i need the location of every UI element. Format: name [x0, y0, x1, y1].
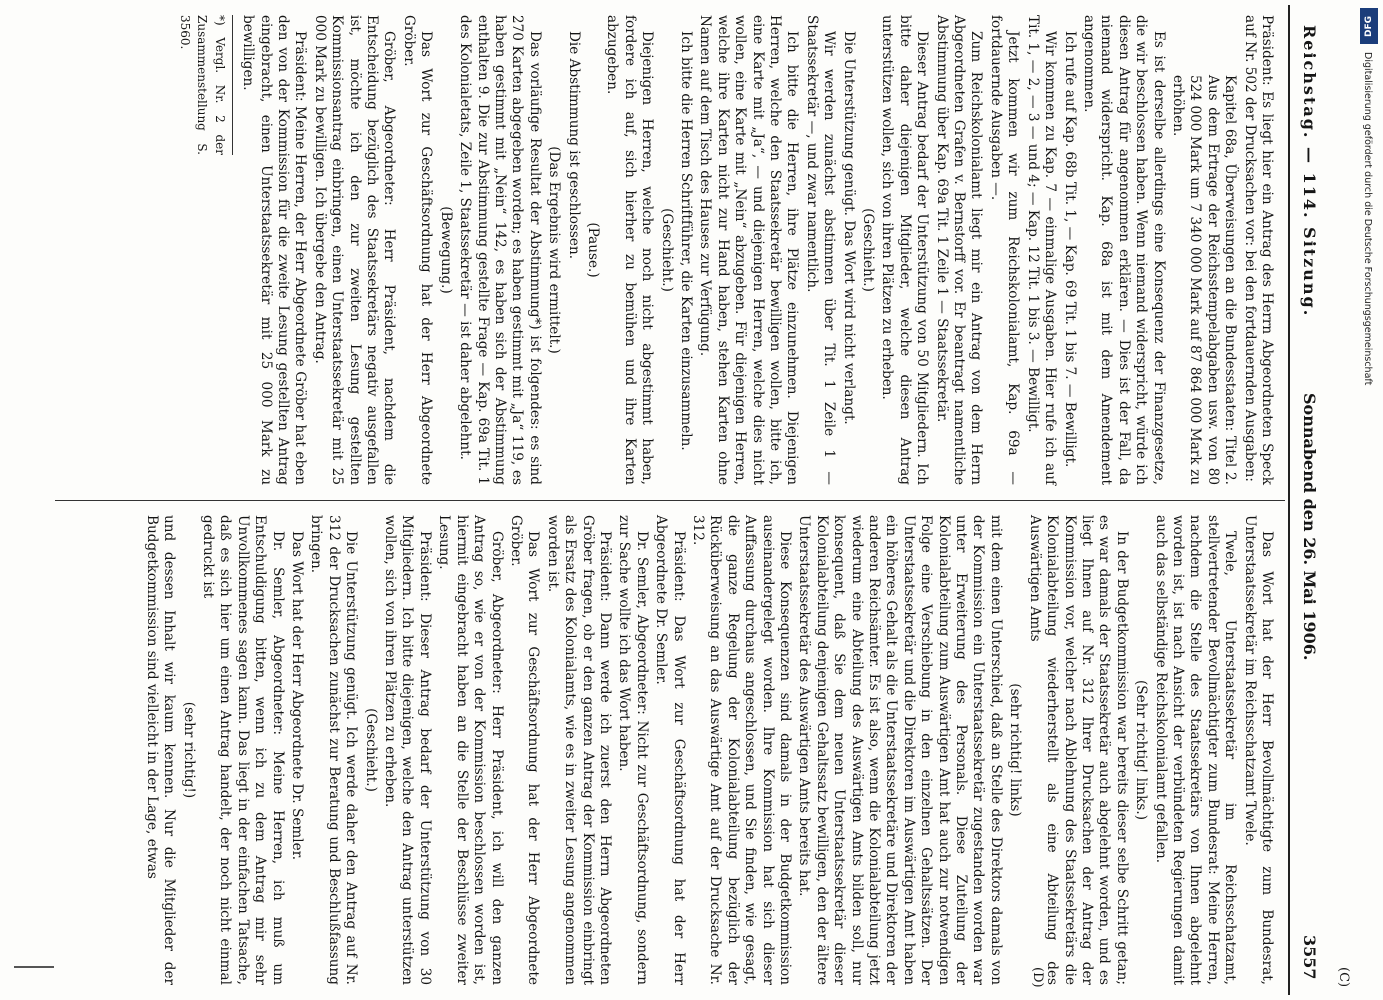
stage-direction: (Bewegung.) [437, 206, 454, 294]
paragraph: Diejenigen Herren, welche noch nicht abgestimmt haben, fordere ich auf, sich hierher zu bemühen und ihre Karten abzugeben. [604, 15, 656, 485]
margin-marker-d: (D) [1030, 967, 1045, 988]
paragraph: mit dem einen Unterschied, daß an Stelle des Direktors damals von der Kommission ein Unterstaatssekretär zugestanden worden war unter Erweiterung des Personals. Diese Zuteilung der Kolonialabteilung zum Auswärtigen Amt hat auch zur notwendigen Folge eine Verschiebung in den einzelnen Gehaltssätzen. Der Unterstaatssekretär und die Direktoren im Auswärtigen Amt haben ein höheres Gehalt als die Unterstaatssekretäre und Direktoren der anderen Reichsämter. Es ist also, wenn die Kolonialabteilung jetzt wiederum eine Abteilung des Auswärtigen Amts bilden soll, nur konsequent, daß Sie dem neuen Unterstaatssekretär dieser Kolonialabteilung denjenigen Gehaltssatz bewilligen, den der ältere Unterstaatssekretär des Auswärtigen Amts bereits hat. [796, 515, 1004, 985]
paragraph: Zum Reichskolonialamt liegt mir ein Antrag von dem Herrn Abgeordneten Grafen v. Bernstorff vor. Er beantragt namentliche Abstimmung über Kap. 69a Tit. 1 Zeile 1 — Staatssekretär. [933, 15, 985, 485]
paragraph: Das vorläufige Resultat der Abstimmung*) ist folgendes: es sind 270 Karten abgegeben worden; es haben gestimmt mit „Ja“ 119, es haben gestimmt mit „Nein“ 142, es haben sich der Abstimmung enthalten 9. Die zur Abstimmung gestellte Frage — Kap. 69a Tit. 1 des Kolonialetats, Zeile 1, Staatssekretär — ist daher abgelehnt. [457, 15, 543, 485]
column-separator [55, 500, 1285, 501]
paragraph: Die Unterstützung genügt. Das Wort wird nicht verlangt. [840, 31, 857, 425]
right-column [140, 515, 1275, 985]
footnote: *) Vergl. Nr. 2 der Zusammenstellung S. 3560. [176, 15, 233, 155]
paragraph: Präsident: Dieser Antrag bedarf der Unterstützung von 30 Mitgliedern. Ich bitte diejenigen, welche den Antrag unterstützen wollen, sich von ihren Plätzen zu erheben. [382, 515, 433, 985]
paragraph: Dr. Semler, Abgeordneter: Nicht zur Geschäftsordnung, sondern zur Sache wollte ich das Wort haben. [616, 515, 650, 985]
paragraph: Jetzt kommen wir zum Reichskolonialamt, Kap. 69a — fortdauernde Ausgaben —. [987, 15, 1022, 485]
paragraph: Die Unterstützung genügt. Ich werde daher den Antrag auf Nr. 312 der Drucksachen zunächst zur Beratung und Beschlußfassung bringen. [308, 515, 360, 985]
header-left: Reichstag. — 114. Sitzung. [1300, 25, 1319, 318]
stage-direction: (Pause.) [584, 222, 601, 278]
paragraph: Wir werden zunächst abstimmen über Tit. 1 Zeile 1 — Staatssekretär —, und zwar namentlich. [803, 15, 838, 485]
stage-direction: (Geschieht.) [860, 208, 877, 292]
header-rule [1288, 5, 1290, 995]
dfg-logo: DFG [1360, 8, 1378, 44]
stage-direction: (Sehr richtig! links.) [1133, 679, 1150, 821]
paragraph: Kapitel 68a, Überweisungen an die Bundesstaaten: Titel 2. Aus dem Ertrage der Reichsstempelabgaben usw. von 80 524 000 Mark um 7 340 000 Mark auf 87 864 000 Mark zu erhöhen. [1169, 75, 1239, 485]
paragraph: Ich bitte die Herren Schriftführer, die Karten einzusammeln. [678, 31, 694, 451]
stage-direction: (Geschieht.) [658, 208, 675, 292]
paragraph: Das Wort hat der Herr Bevollmächtigte zum Bundesrat, Unterstaatssekretär im Reichsschatzamt Twele. [1241, 515, 1275, 985]
header-center: Sonnabend den 26. Mai 1906. [1300, 393, 1319, 661]
paragraph: Das Wort zur Geschäftsordnung hat der Herr Abgeordnete Gröber. [400, 15, 435, 485]
paragraph: Präsident: Das Wort zur Geschäftsordnung hat der Herr Abgeordnete Dr. Semler. [653, 515, 687, 985]
stage-direction: (sehr richtig! links) [1007, 683, 1024, 817]
rotated-page-content [45, 5, 1351, 995]
dfg-funding-note: Digitalisierung gefördert durch die Deutsche Forschungsgemeinschaft [1362, 52, 1373, 386]
paragraph: Es ist derselbe allerdings eine Konsequenz der Finanzgesetze, die wir beschlossen haben. Wenn niemand widerspricht, würde ich diesen Antrag für angenommen erklären. — Dies ist der Fall, da niemand widerspricht. Kap. 68a ist mit dem Amendement angenommen. [1080, 15, 1167, 485]
paragraph: Ich bitte die Herren, ihre Plätze einzunehmen. Diejenigen Herren, welche den Staatssekretär bewilligen wollen, bitte ich, eine Karte mit „Ja“, — und diejenigen Herren, welche dies nicht wollen, eine Karte mit „Nein“ abzugeben. Für diejenigen Herren, welche ihre Karten nicht zur Hand haben, stehen Karten ohne Namen auf dem Tisch des Hauses zur Verfügung. [697, 15, 801, 485]
paragraph: Dieser Antrag bedarf der Unterstützung von 50 Mitgliedern. Ich bitte daher diejenigen Mitglieder, welche diesen Antrag unterstützen wollen, sich von ihren Plätzen zu erheben. [879, 15, 931, 485]
paragraph: Gröber, Abgeordneter: Herr Präsident, nachdem die Entscheidung bezüglich des Staatssekretärs negativ ausgefallen ist, möchte ich den zur zweiten Lesung gestellten Kommissionsantrag einbringen, einen Unterstaatssekretär mit 25 000 Mark zu bewilligen. Ich übergebe den Antrag. [311, 15, 398, 485]
paragraph: In der Budgetkommission war bereits dieser selbe Schritt getan; es war damals der Staatssekretär auch abgelehnt worden, und es liegt Ihnen auf Nr. 312 Ihrer Drucksachen der Antrag der Kommission vor, welcher nach Ablehnung des Staatssekretärs die Kolonialabteilung wiederherstellt als eine Abteilung des Auswärtigen Amts [1026, 515, 1130, 985]
paragraph: Diese Konsequenzen sind damals in der Budgetkommission auseinandergelegt worden. Ihre Kommission hat sich dieser Auffassung durchaus angeschlossen, und Sie finden, wie gesagt, die ganze Regelung der Kolonialabteilung bezüglich der Rücküberweisung an das Auswärtige Amt auf der Drucksache Nr. 312. [690, 515, 794, 985]
paragraph: Präsident: Dann werde ich zuerst den Herrn Abgeordneten Gröber fragen, ob er den ganzen Antrag der Kommission einbringt als Ersatz des Kolonialamts, wie es in zweiter Lesung angenommen worden ist. [544, 515, 613, 985]
stage-direction: (Geschieht.) [362, 708, 379, 792]
paragraph: Dr. Semler, Abgeordneter: Meine Herren, ich muß um Entschuldigung bitten, wenn ich zu dem Antrag mir sehr Unvollkommenes sagen kann. Das liegt in der einfachen Tatsache, daß es sich hier um einen Antrag handelt, der noch nicht einmal gedruckt ist [200, 515, 286, 985]
paragraph: Präsident: Meine Herren, der Herr Abgeordnete Gröber hat eben den von der Kommission für die zweite Lesung gestellten Antrag eingebracht, einen Unterstaatssekretär mit 25 000 Mark zu bewilligen. [240, 15, 309, 485]
paragraph: Präsident: Es liegt hier ein Antrag des Herrn Abgeordneten Speck auf Nr. 502 der Drucksachen vor: bei den fortdauernden Ausgaben: [1241, 15, 1275, 485]
paragraph: Gröber, Abgeordneter: Herr Präsident, ich will den ganzen Antrag so, wie er von der Kommission beschlossen worden ist, hiermit eingebracht haben an die Stelle der Beschlüsse zweiter Lesung. [436, 515, 505, 985]
paragraph: Das Wort hat der Herr Abgeordnete Dr. Semler. [289, 531, 306, 861]
paragraph: Die Abstimmung ist geschlossen. [565, 31, 582, 260]
paragraph: Ich rufe auf Kap. 68b Tit. 1, — Kap. 69 Tit. 1 bis 7. — Bewilligt. [1061, 31, 1078, 468]
stage-direction: (sehr richtig!) [180, 701, 197, 799]
paragraph: und dessen Inhalt wir kaum kennen. Nur die Mitglieder der Budgetkommission sind vielleicht in der Lage, etwas [143, 515, 178, 985]
margin-marker-c: (C) [1336, 967, 1351, 988]
page-number: 3557 [1300, 935, 1319, 980]
stage-direction: (Das Ergebnis wird ermittelt.) [546, 146, 563, 354]
left-column [176, 15, 1275, 485]
page-header [1293, 5, 1327, 995]
paragraph: Twele, Unterstaatssekretär im Reichsschatzamt, stellvertretender Bevollmächtigter zum Bundesrat: Meine Herren, nachdem die Stelle des Staatssekretärs von Ihnen abgelehnt worden ist, ist nach Ansicht der verbündeten Regierungen damit auch das selbständige Reichskolonialamt gefallen. [1152, 515, 1239, 985]
paragraph: Wir kommen zu Kap. 7 — einmalige Ausgaben. Hier rufe ich auf Tit. 1, — 2, — 3 — und 4; — Kap. 12 Tit. 1 bis 3. — Bewilligt. [1024, 15, 1059, 485]
paragraph: Das Wort zur Geschäftsordnung hat der Herr Abgeordnete Gröber. [507, 515, 542, 985]
